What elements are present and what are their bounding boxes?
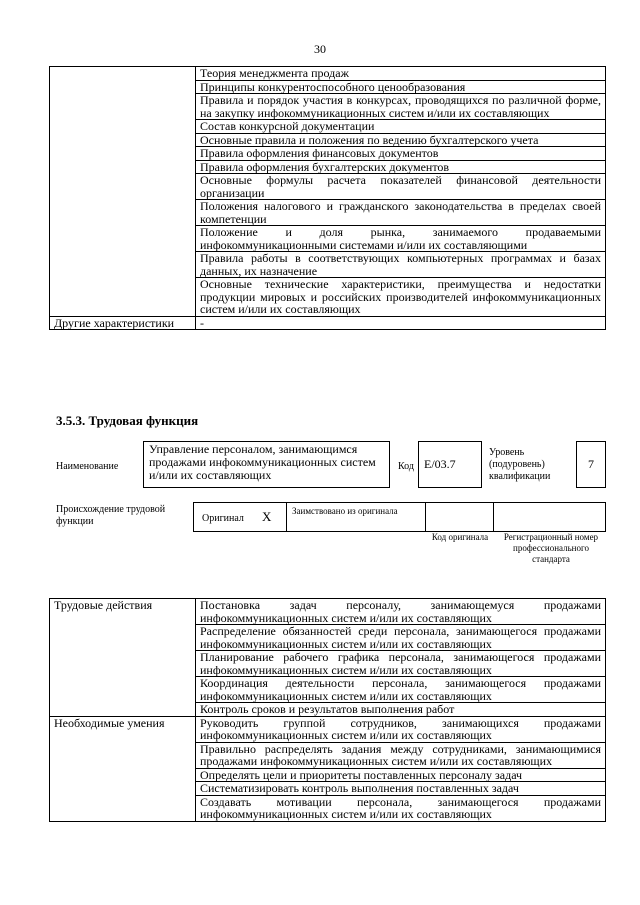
labor-action-row: Распределение обязанностей среди персонала, занимающегося продажами инфокоммуникационных систем и/или их составляющих xyxy=(196,625,606,651)
knowledge-row: Положение и доля рынка, занимаемого продаваемыми инфокоммуникационными системами и/или их составляющими xyxy=(196,226,606,252)
labor-action-row: Постановка задач персоналу, занимающемуся продажами инфокоммуникационных систем и/или их составляющих xyxy=(196,599,606,625)
knowledge-row: Состав конкурсной документации xyxy=(196,120,606,134)
skill-row: Правильно распределять задания между сотрудниками, занимающимися продажами инфокоммуникационных систем и/или их составляющих xyxy=(196,742,606,768)
knowledge-row: Положения налогового и гражданского законодательства в пределах своей компетенции xyxy=(196,200,606,226)
knowledge-row: Принципы конкурентоспособного ценообразования xyxy=(196,80,606,94)
level-value: 7 xyxy=(588,457,594,471)
other-characteristics-value: - xyxy=(196,316,606,330)
level-box xyxy=(576,441,606,488)
labor-action-row: Контроль сроков и результатов выполнения работ xyxy=(196,703,606,717)
original-label: Оригинал xyxy=(202,513,244,524)
origin-divider xyxy=(286,503,287,531)
knowledge-row: Правила и порядок участия в конкурсах, проводящихся по различной форме, на закупку инфокоммуникационных систем и/или их составляющих xyxy=(196,94,606,120)
level-label: Уровень (подуровень) квалификации xyxy=(489,447,551,482)
name-label: Наименование xyxy=(56,461,119,472)
origin-divider xyxy=(425,503,426,531)
function-code-box xyxy=(418,441,482,488)
code-caption: Код оригинала xyxy=(431,532,489,542)
labor-action-row: Планирование рабочего графика персонала, занимающегося продажами инфокоммуникационных систем и/или их составляющих xyxy=(196,651,606,677)
knowledge-row: Теория менеджмента продаж xyxy=(196,67,606,81)
origin-divider xyxy=(493,503,494,531)
knowledge-table xyxy=(49,66,606,330)
code-label: Код xyxy=(398,461,414,472)
skill-row: Определять цели и приоритеты поставленных персоналу задач xyxy=(196,768,606,782)
required-skills-label: Необходимые умения xyxy=(50,716,196,821)
skill-row: Руководить группой сотрудников, занимающихся продажами инфокоммуникационных систем и/или их составляющих xyxy=(196,716,606,742)
skill-row: Создавать мотивации персонала, занимающегося продажами инфокоммуникационных систем и/или их составляющих xyxy=(196,795,606,821)
skill-row: Систематизировать контроль выполнения поставленных задач xyxy=(196,782,606,796)
origin-label: Происхождение трудовой функции xyxy=(56,504,166,527)
reg-caption: Регистрационный номер профессионального стандарта xyxy=(503,532,599,564)
other-characteristics-label: Другие характеристики xyxy=(50,316,196,330)
function-name-box: Управление персоналом, занимающимся продажами инфокоммуникационных систем и/или их составляющих xyxy=(143,441,390,488)
function-details-table xyxy=(49,598,606,822)
origin-box xyxy=(193,502,606,532)
knowledge-row: Правила работы в соответствующих компьютерных программах и базах данных, их назначение xyxy=(196,252,606,278)
labor-actions-label: Трудовые действия xyxy=(50,599,196,717)
knowledge-row: Основные правила и положения по ведению бухгалтерского учета xyxy=(196,133,606,147)
original-mark: X xyxy=(262,509,272,524)
knowledge-row: Основные формулы расчета показателей финансовой деятельности организации xyxy=(196,174,606,200)
page-number: 30 xyxy=(314,42,326,56)
knowledge-row: Правила оформления бухгалтерских документов xyxy=(196,160,606,174)
knowledge-label-cell xyxy=(50,67,196,317)
function-code-value: E/03.7 xyxy=(424,457,456,471)
knowledge-row: Основные технические характеристики, преимущества и недостатки продукции мировых и российских производителей инфокоммуникационных систем и/или их составляющих xyxy=(196,278,606,317)
borrowed-label: Заимствовано из оригинала xyxy=(292,506,398,516)
knowledge-row: Правила оформления финансовых документов xyxy=(196,147,606,161)
section-heading: 3.5.3. Трудовая функция xyxy=(56,413,199,428)
labor-action-row: Координация деятельности персонала, занимающегося продажами инфокоммуникационных систем и/или их составляющих xyxy=(196,677,606,703)
